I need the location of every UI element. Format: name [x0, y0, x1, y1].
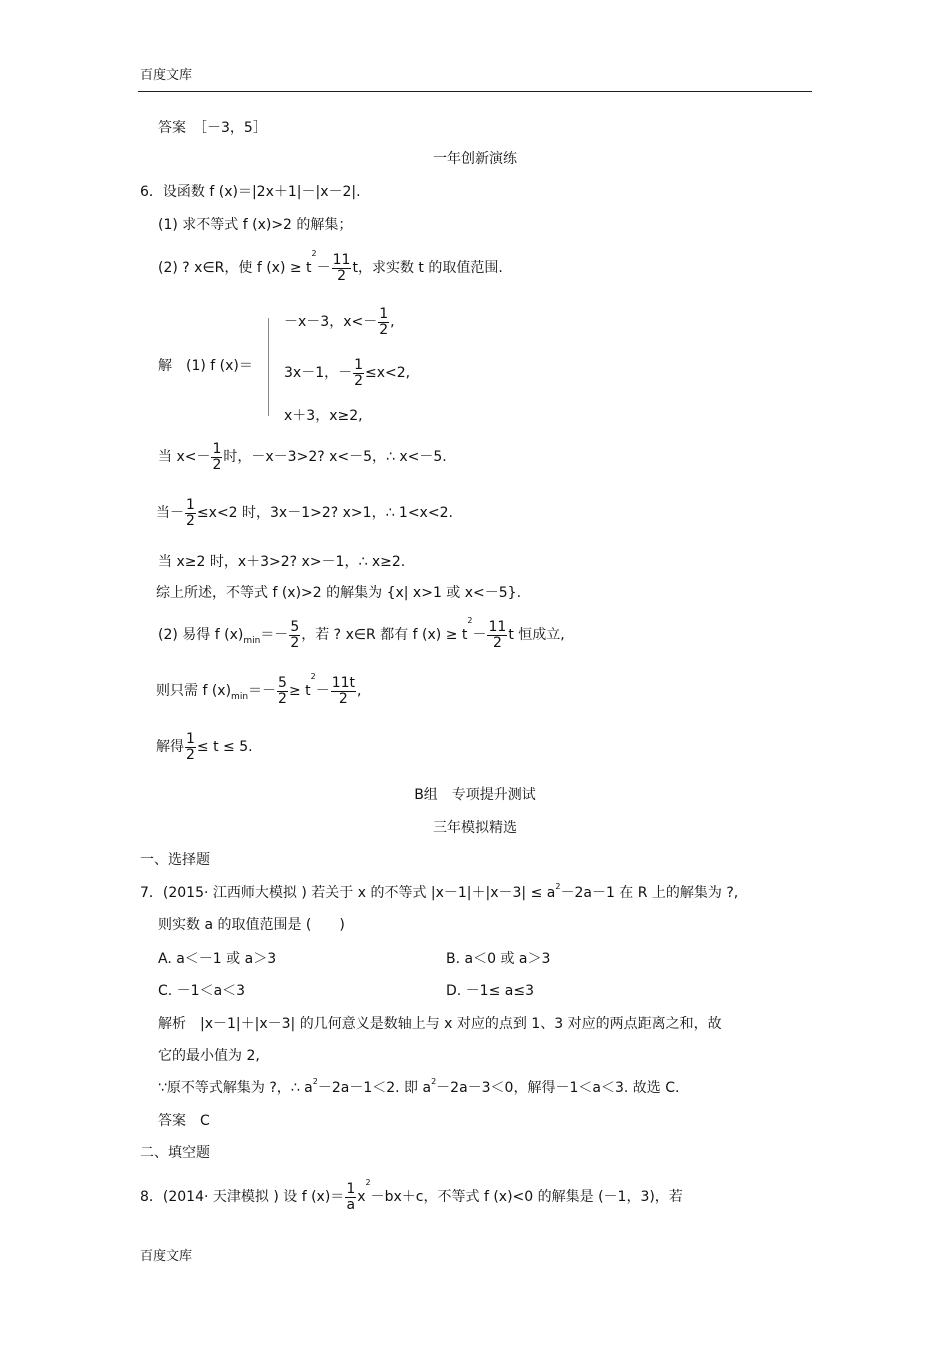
- q7-option-b: B. a＜0 或 a＞3: [446, 951, 551, 967]
- fraction: $\frac{11}{2}$: [332, 252, 351, 284]
- group-b-title: B组 专项提升测试: [414, 787, 536, 803]
- sol6-part2: (2) 易得 f $(x)_{min}=-$ $\frac{5}{2}$ ，若 ? x∈R 都有 f $(x) \ge t^2-$ $\frac{11}{2}$ t 恒成立,: [158, 616, 565, 651]
- q7-analysis-2: 它的最小值为 2,: [158, 1048, 260, 1064]
- part2-heading: 二、填空题: [140, 1145, 210, 1161]
- answer-5: 答案 ［－3，5］: [158, 120, 267, 136]
- sol6-line5: 则只需 f $(x)_{min}=-$ $\frac{5}{2}$ ≥ $t^2-$ $\frac{11t}{2}$ ,: [156, 672, 362, 707]
- q7-analysis-1: 解析 |x－1|＋|x－3| 的几何意义是数轴上与 x 对应的点到 1、3 对应的两点距离之和，故: [158, 1016, 722, 1032]
- q7-option-c: C. －1＜a＜3: [158, 983, 246, 999]
- sol6-case3: x＋3，x≥2,: [284, 408, 363, 424]
- part1-heading: 一、选择题: [140, 852, 210, 868]
- q7-answer: 答案 C: [158, 1113, 210, 1129]
- sol6-case2: 3x－1，－ $\frac{1}{2}$ ≤x<2,: [284, 357, 411, 389]
- sol6-case1: －x－3，x<－ $\frac{1}{2}$ ,: [284, 306, 395, 338]
- sol6-line4: 综上所述，不等式 f (x)>2 的解集为 {x| x>1 或 x<－5}.: [156, 585, 522, 601]
- q7-line1: 7．(2015· 江西师大模拟 ) 若关于 x 的不等式 $|x-1|+|x-3| \le a^2-2a-1$ 在 R 上的解集为 ?,: [140, 882, 739, 901]
- header-rule: [138, 91, 812, 92]
- q7-option-a: A. a＜－1 或 a＞3: [158, 951, 277, 967]
- q6-part2: (2) ? x∈R，使 f $(x) \ge t^2-$ $\frac{11}{2}$ t，求实数 t 的取值范围.: [158, 249, 503, 284]
- sol6-line3: 当 x≥2 时，x＋3>2? x>－1，∴ x≥2.: [158, 554, 406, 570]
- section-year-title: 一年创新演练: [433, 151, 517, 167]
- sol6-line2: 当－ $\frac{1}{2}$ ≤x<2 时，3x－1>2? x>1，∴ 1<x<2.: [156, 497, 453, 529]
- q6-title: 6．设函数 f (x)＝|2x＋1|－|x－2|.: [140, 184, 361, 200]
- sol6-line1: 当 x<－ $\frac{1}{2}$ 时，－x－3>2? x<－5，∴ x<－5.: [158, 441, 447, 473]
- q8-line1: 8．(2014· 天津模拟 ) 设 f (x)＝ $\frac{1}{a}$ $x^2-bx+c$，不等式 f (x)<0 的解集是 (－1，3)，若: [140, 1178, 683, 1213]
- q7-analysis-3: ∵原不等式解集为 ?，∴ $a^2-2a-1<2$. 即 $a^2-2a-3<0$，解得－1＜a＜3. 故选 C.: [158, 1077, 680, 1096]
- piecewise-brace: [268, 318, 279, 416]
- sol6-jie: 解 (1) f (x)＝: [158, 358, 253, 374]
- q7-line2: 则实数 a 的取值范围是 ( ): [158, 917, 345, 933]
- sol6-line6: 解得 $\frac{1}{2}$ ≤ t ≤ 5.: [156, 731, 253, 763]
- page-header: 百度文库: [140, 68, 193, 83]
- page-footer: 百度文库: [140, 1249, 193, 1264]
- section-three-title: 三年模拟精选: [433, 820, 517, 836]
- q6-part1: (1) 求不等式 f (x)>2 的解集；: [158, 217, 353, 233]
- q7-option-d: D. －1≤ a≤3: [446, 983, 534, 999]
